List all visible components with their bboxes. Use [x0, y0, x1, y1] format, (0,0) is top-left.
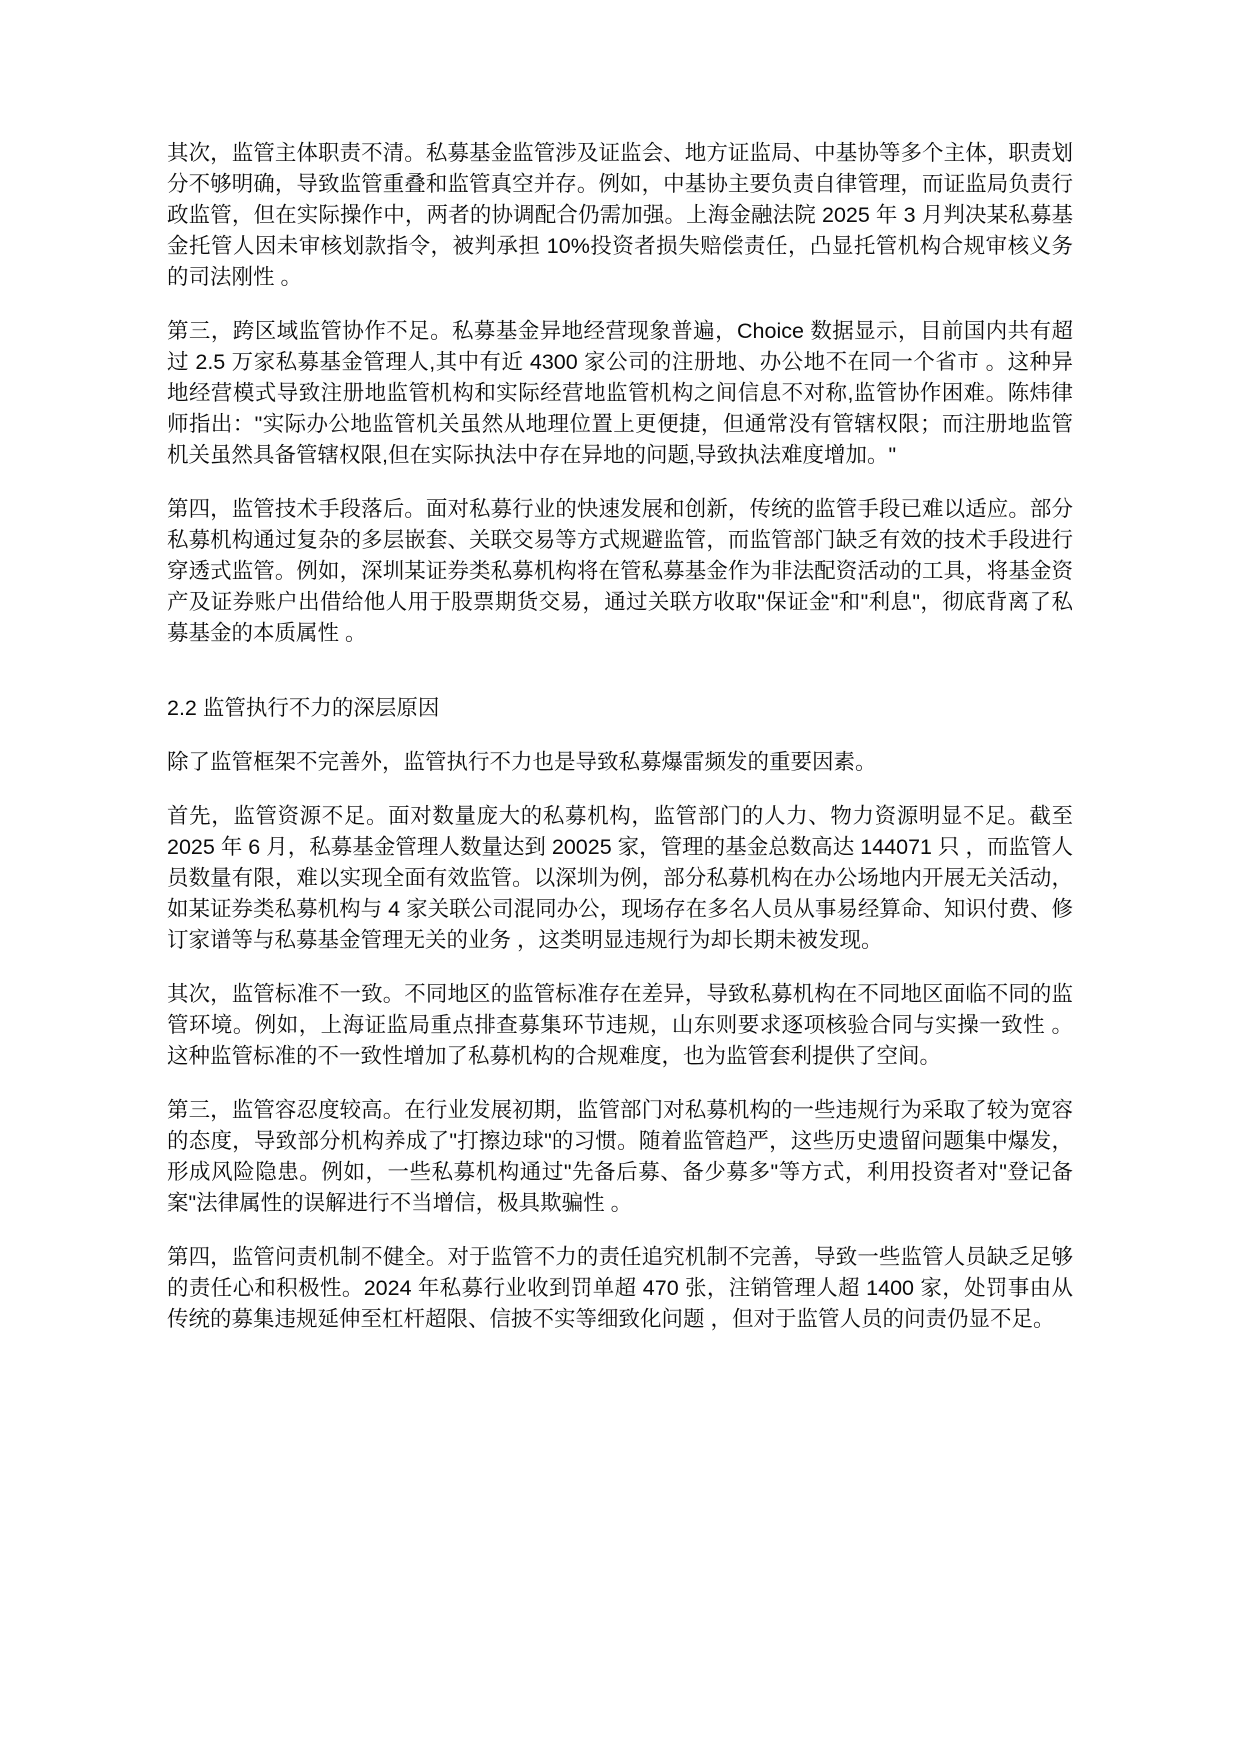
section-heading-2-2: 2.2 监管执行不力的深层原因: [167, 696, 440, 720]
paragraph-regulatory-accountability: 第四，监管问责机制不健全。对于监管不力的责任追究机制不完善，导致一些监管人员缺乏足够的责任心和积极性。2024 年私募行业收到罚单超 470 张，注销管理人超 1400 家，处罚事由从传统的募集违规延伸至杠杆超限、信披不实等细致化问题 ，但对于监管人员的问责仍显不足。: [167, 1245, 1073, 1331]
paragraph-regulatory-resources: 首先，监管资源不足。面对数量庞大的私募机构，监管部门的人力、物力资源明显不足。截至 2025 年 6 月，私募基金管理人数量达到 20025 家，管理的基金总数高达 144071 只 ，而监管人员数量有限，难以实现全面有效监管。以深圳为例，部分私募机构在办公场地内开展无关活动，如某证券类私募机构与 4 家关联公司混同办公，现场存在多名人员从事易经算命、知识付费、修订家谱等与私募基金管理无关的业务 ，这类明显违规行为却长期未被发现。: [167, 804, 1073, 952]
paragraph-regulatory-standards: 其次，监管标准不一致。不同地区的监管标准存在差异，导致私募机构在不同地区面临不同的监管环境。例如，上海证监局重点排查募集环节违规，山东则要求逐项核验合同与实操一致性 。这种监管标准的不一致性增加了私募机构的合规难度，也为监管套利提供了空间。: [167, 982, 1073, 1068]
paragraph-regulatory-subject-unclear: 其次，监管主体职责不清。私募基金监管涉及证监会、地方证监局、中基协等多个主体，职责划分不够明确，导致监管重叠和监管真空并存。例如，中基协主要负责自律管理，而证监局负责行政监管，但在实际操作中，两者的协调配合仍需加强。上海金融法院 2025 年 3 月判决某私募基金托管人因未审核划款指令，被判承担 10%投资者损失赔偿责任，凸显托管机构合规审核义务的司法刚性 。: [167, 141, 1073, 289]
paragraph-section-intro: 除了监管框架不完善外，监管执行不力也是导致私募爆雷频发的重要因素。: [167, 750, 877, 774]
paragraph-cross-region-coordination: 第三，跨区域监管协作不足。私募基金异地经营现象普遍，Choice 数据显示，目前国内共有超过 2.5 万家私募基金管理人,其中有近 4300 家公司的注册地、办公地不在同一个省市 。这种异地经营模式导致注册地监管机构和实际经营地监管机构之间信息不对称,监管协作困难。陈炜律师指出："实际办公地监管机关虽然从地理位置上更便捷，但通常没有管辖权限；而注册地监管机关虽然具备管辖权限,但在实际执法中存在异地的问题,导致执法难度增加。": [167, 319, 1073, 467]
paragraph-regulatory-tolerance: 第三，监管容忍度较高。在行业发展初期，监管部门对私募机构的一些违规行为采取了较为宽容的态度，导致部分机构养成了"打擦边球"的习惯。随着监管趋严，这些历史遗留问题集中爆发，形成风险隐患。例如，一些私募机构通过"先备后募、备少募多"等方式，利用投资者对"登记备案"法律属性的误解进行不当增信，极具欺骗性 。: [167, 1098, 1073, 1215]
paragraph-regulatory-technology-lag: 第四，监管技术手段落后。面对私募行业的快速发展和创新，传统的监管手段已难以适应。部分私募机构通过复杂的多层嵌套、关联交易等方式规避监管，而监管部门缺乏有效的技术手段进行穿透式监管。例如，深圳某证券类私募机构将在管私募基金作为非法配资活动的工具，将基金资产及证券账户出借给他人用于股票期货交易，通过关联方收取"保证金"和"利息"，彻底背离了私募基金的本质属性 。: [167, 497, 1073, 645]
